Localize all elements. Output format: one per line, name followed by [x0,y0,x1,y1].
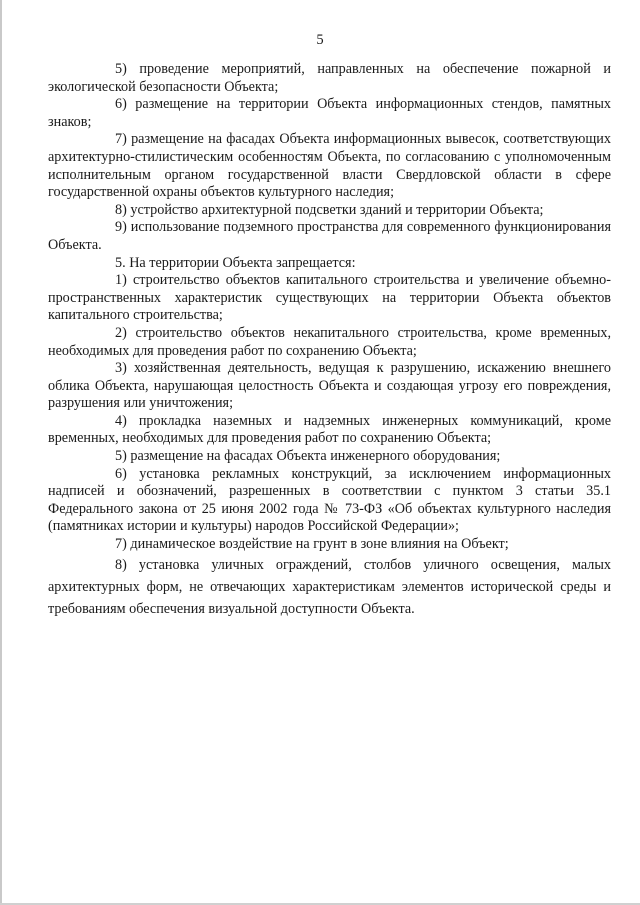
paragraph-item-5-2: 2) строительство объектов некапитального строительства, кроме временных, необходимых для проведения работ по сохранению Объекта; [48,324,611,359]
paragraph-item-5-3: 3) хозяйственная деятельность, ведущая к разрушению, искажению внешнего облика Объекта, нарушающая целостность Объекта и создающая угрозу его повреждения, разрушения или уничтожения; [48,360,611,412]
scan-edge-left [0,0,2,905]
paragraph-item-5-6: 6) установка рекламных конструкций, за исключением информационных надписей и обозначений, разрешенных в соответствии с пунктом 3 статьи 35.1 Федерального закона от 25 июня 2002 года № 73-ФЗ «Об объектах культурного наследия (памятниках истории и культуры) народов Российской Федерации»; [48,465,611,535]
paragraph-item-5-1: 1) строительство объектов капитального строительства и увеличение объемно-пространственных характеристик существующих на территории Объекта объектов капитального строительства; [48,272,611,324]
paragraph-item-4-6: 6) размещение на территории Объекта информационных стендов, памятных знаков; [48,96,611,130]
paragraph-item-5-4: 4) прокладка наземных и надземных инженерных коммуникаций, кроме временных, необходимых для проведения работ по сохранению Объекта; [48,412,611,447]
paragraph-item-4-9: 9) использование подземного пространства для современного функционирования Объекта. [48,219,611,253]
paragraph-item-4-7: 7) размещение на фасадах Объекта информационных вывесок, соответствующих архитектурно-стилистическим особенностям Объекта, по согласованию с уполномоченным исполнительным органом государственной власти Свердловской области в сфере государственной охраны объектов культурного наследия; [48,131,611,201]
document-body [48,61,611,620]
page-number: 5 [316,32,324,48]
section-5-heading: 5. На территории Объекта запрещается: [115,254,356,271]
paragraph-item-5-8: 8) установка уличных ограждений, столбов уличного освещения, малых архитектурных форм, не отвечающих характеристикам элементов исторической среды и требованиям обеспечения визуальной доступности Объекта. [48,556,611,617]
paragraph-item-5-7: 7) динамическое воздействие на грунт в зоне влияния на Объект; [115,536,509,553]
paragraph-item-5-5: 5) размещение на фасадах Объекта инженерного оборудования; [115,448,501,465]
paragraph-item-4-8: 8) устройство архитектурной подсветки зданий и территории Объекта; [115,201,544,218]
paragraph-item-4-5: 5) проведение мероприятий, направленных на обеспечение пожарной и экологической безопасности Объекта; [48,61,611,95]
